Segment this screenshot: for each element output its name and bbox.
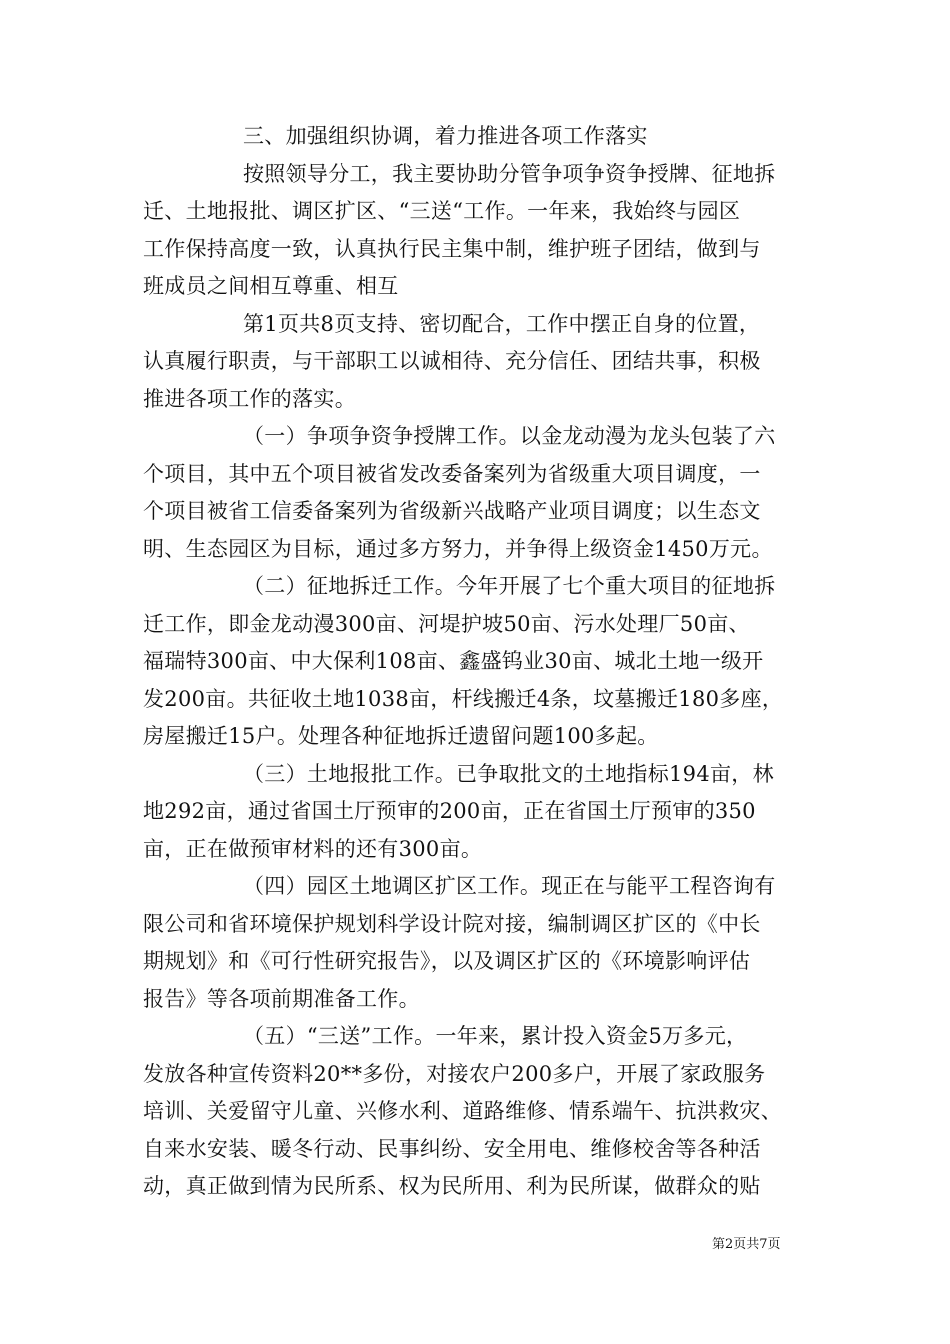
- paragraph-line: 个项目被省工信委备案列为省级新兴战略产业项目调度；以生态文: [143, 499, 761, 523]
- paragraph-line: 发放各种宣传资料20**多份，对接农户200多户，开展了家政服务: [143, 1061, 766, 1086]
- paragraph-line: （一）争项争资争授牌工作。以金龙动漫为龙头包装了六: [243, 424, 776, 448]
- paragraph-line: （二）征地拆迁工作。今年开展了七个重大项目的征地拆: [243, 574, 776, 598]
- paragraph-line: 第1页共8页支持、密切配合，工作中摆正自身的位置，: [243, 311, 761, 336]
- paragraph-line: 培训、关爱留守儿童、兴修水利、道路维修、情系端午、抗洪救灾、: [143, 1099, 782, 1123]
- paragraph-line: （四）园区土地调区扩区工作。现正在与能平工程咨询有: [243, 874, 776, 898]
- paragraph-line: 自来水安装、暖冬行动、民事纠纷、安全用电、维修校舍等各种活: [143, 1136, 761, 1161]
- paragraph-line: 明、生态园区为目标，通过多方努力，并争得上级资金1450万元。: [143, 536, 773, 561]
- paragraph-line: 迁工作，即金龙动漫300亩、河堤护坡50亩、污水处理厂50亩、: [143, 611, 750, 636]
- paragraph-line: 个项目，其中五个项目被省发改委备案列为省级重大项目调度，一: [143, 461, 761, 486]
- paragraph-line: 按照领导分工，我主要协助分管争项争资争授牌、征地拆: [243, 161, 776, 186]
- paragraph-line: 班成员之间相互尊重、相互: [143, 274, 399, 298]
- paragraph-line: 地292亩，通过省国土厅预审的200亩，正在省国土厅预审的350: [143, 799, 756, 823]
- paragraph-line: 发200亩。共征收土地1038亩，杆线搬迁4条，坟墓搬迁180多座，: [143, 686, 784, 711]
- paragraph-line: 亩，正在做预审材料的还有300亩。: [143, 836, 483, 861]
- paragraph-line: 期规划》和《可行性研究报告》，以及调区扩区的《环境影响评估: [143, 949, 751, 973]
- paragraph-line: 认真履行职责，与干部职工以诚相待、充分信任、团结共事，积极: [143, 349, 761, 373]
- paragraph-line: 动，真正做到情为民所系、权为民所用、利为民所谋，做群众的贴: [143, 1174, 761, 1198]
- paragraph-line: 报告》等各项前期准备工作。: [143, 986, 420, 1011]
- paragraph-line: （五）“三送”工作。一年来，累计投入资金5万多元，: [243, 1024, 748, 1048]
- section-heading: 三、加强组织协调，着力推进各项工作落实: [243, 124, 648, 148]
- paragraph-line: 迁、土地报批、调区扩区、“三送“工作。一年来，我始终与园区: [143, 199, 741, 223]
- page-number-footer: 第2页共7页: [712, 1237, 781, 1252]
- paragraph-line: （三）土地报批工作。已争取批文的土地指标194亩，林: [243, 761, 774, 786]
- document-body: [143, 118, 823, 1206]
- paragraph-line: 福瑞特300亩、中大保利108亩、鑫盛钨业30亩、城北土地一级开: [143, 649, 764, 673]
- paragraph-line: 限公司和省环境保护规划科学设计院对接，编制调区扩区的《中长: [143, 911, 761, 936]
- paragraph-line: 推进各项工作的落实。: [143, 386, 356, 411]
- paragraph-line: 工作保持高度一致，认真执行民主集中制，维护班子团结，做到与: [143, 236, 761, 261]
- paragraph-line: 房屋搬迁15户。处理各种征地拆迁遗留问题100多起。: [143, 724, 659, 748]
